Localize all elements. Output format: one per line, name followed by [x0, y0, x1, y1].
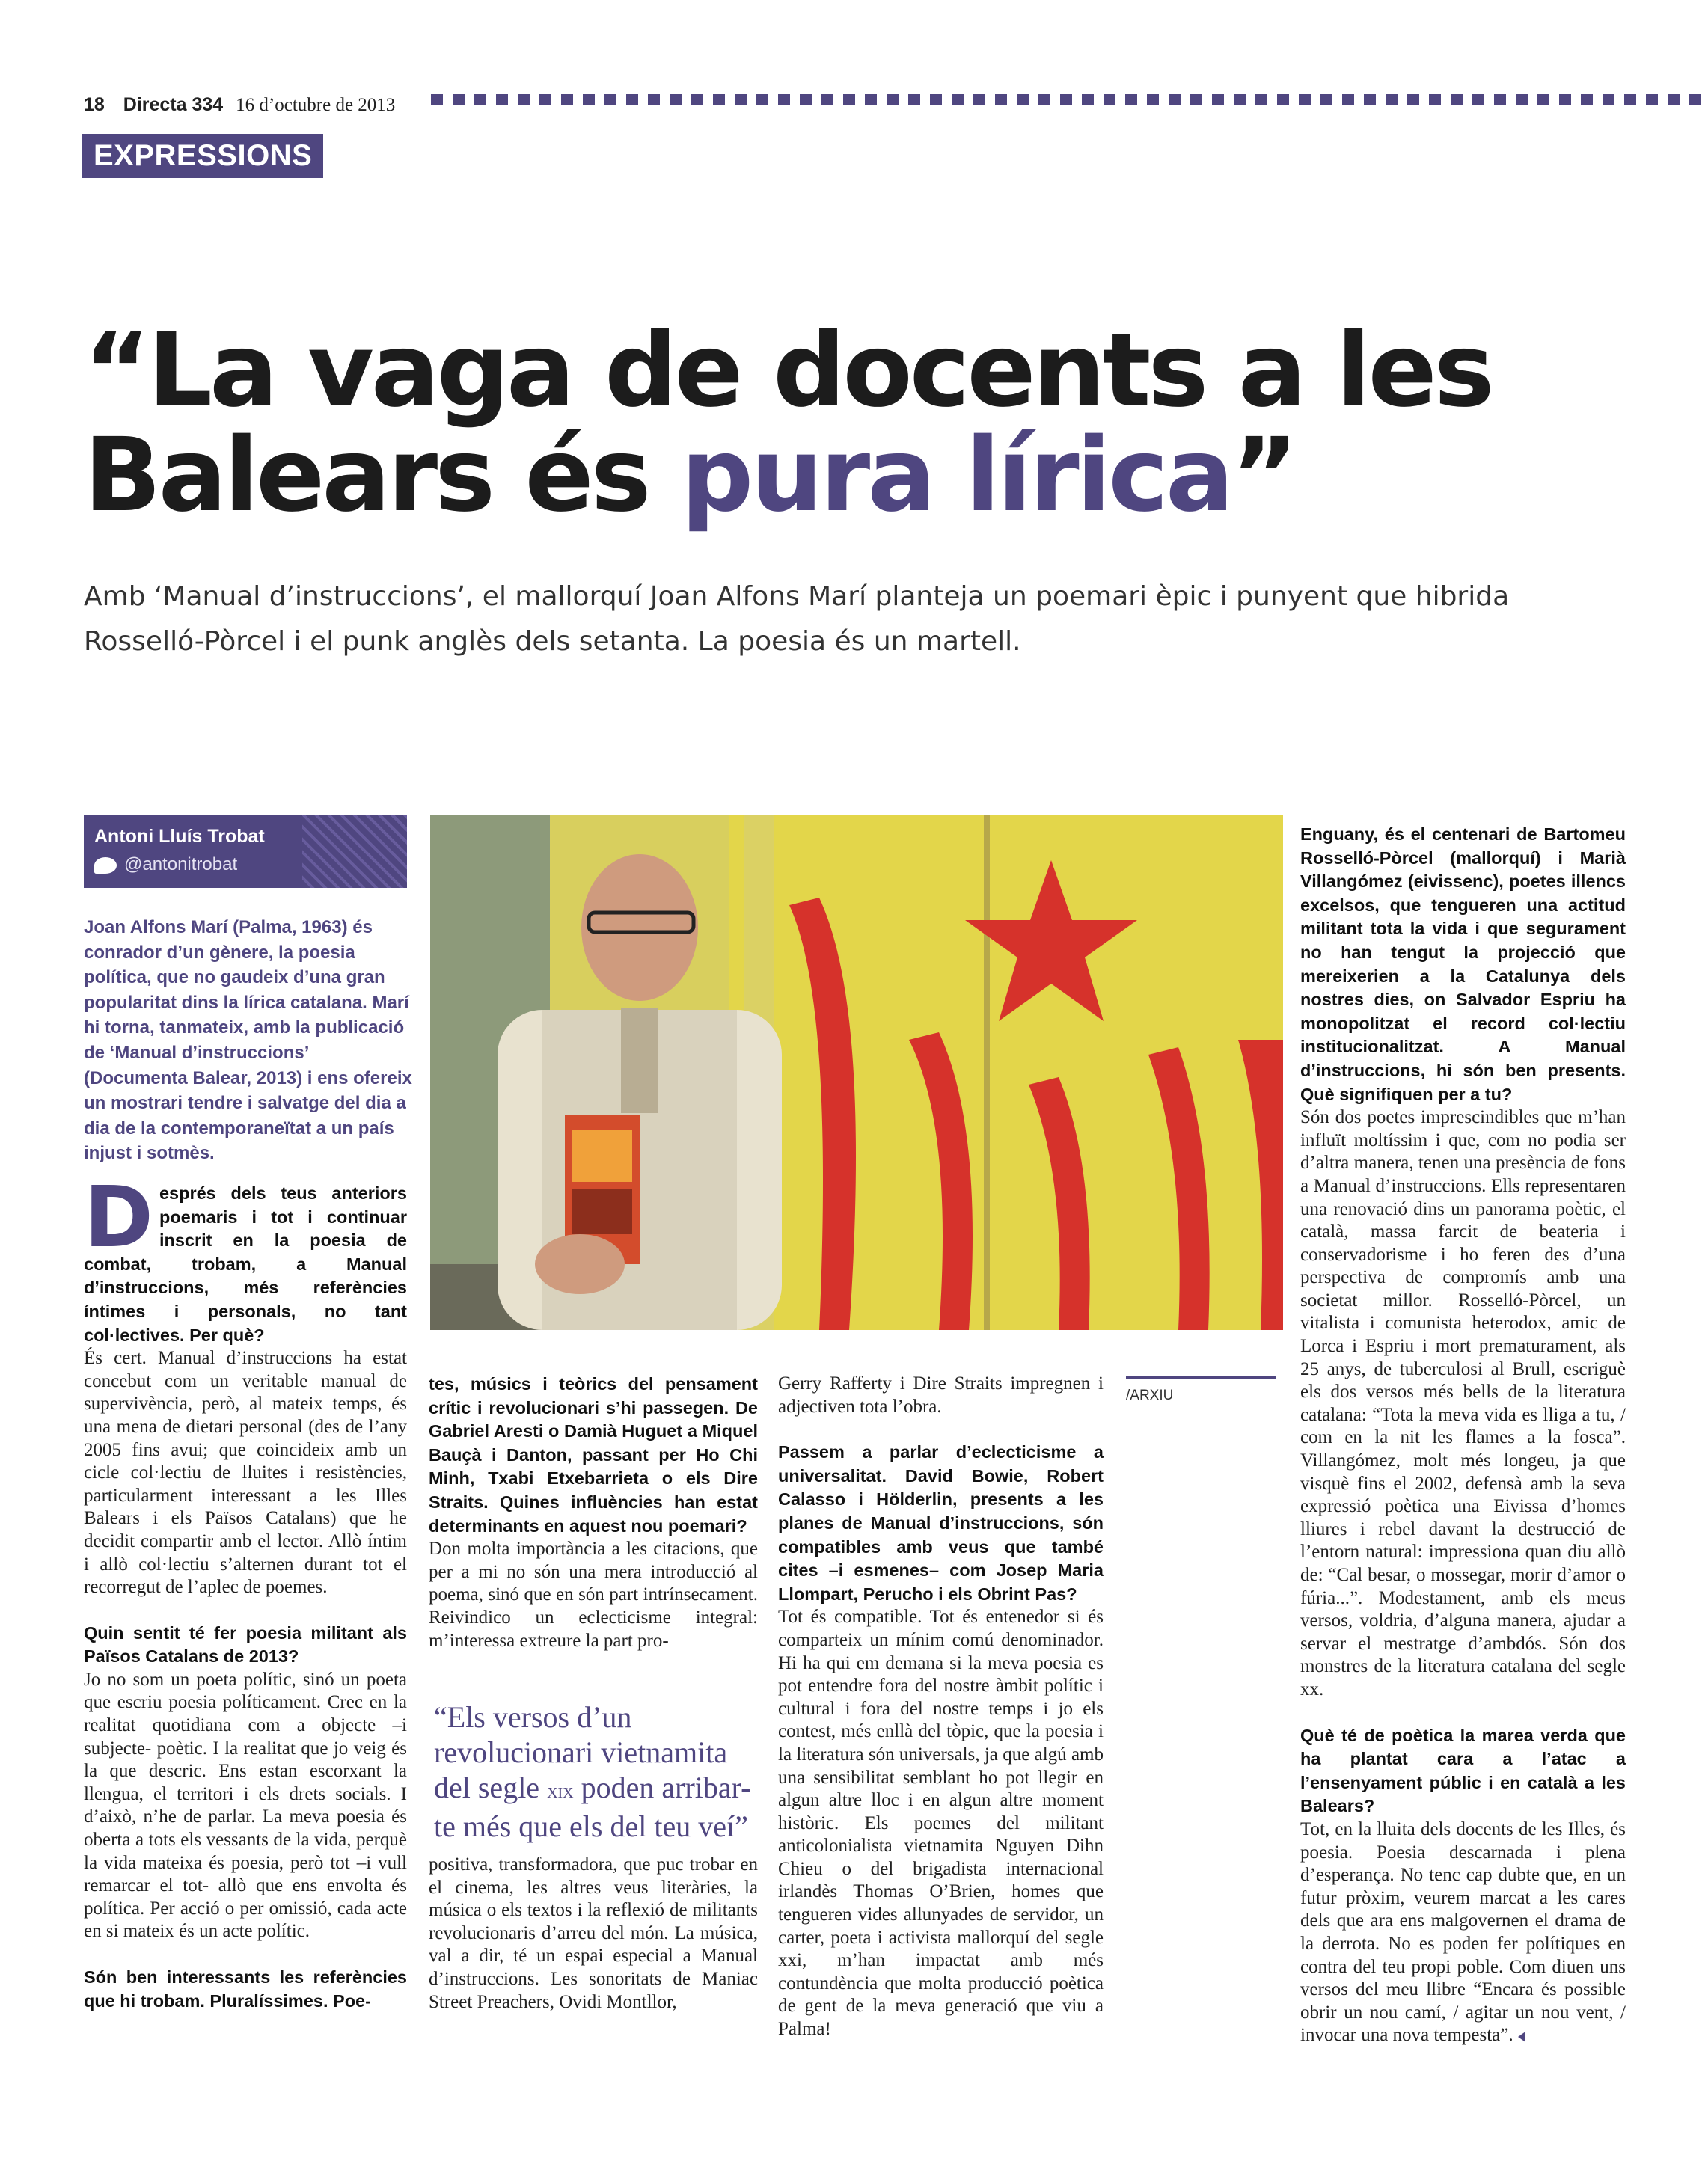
pull-quote-text: “Els versos d’un revolucionari vietnamita del segle [434, 1700, 728, 1804]
headline-line-2 [84, 417, 1692, 535]
standfirst [84, 574, 1580, 664]
question-1: esprés dels teus anteriors poemaris i tot i continuar inscrit en la poesia de combat, trobam, a Manual d’instruccions, més referències íntimes i personals, no tant col·lectives. Per què? [84, 1183, 407, 1345]
question-6: Què té de poètica la marea verda que ha plantat cara a l’atac a l’ensenyament públic i en català a les Balears? [1300, 1725, 1626, 1816]
article-photo [430, 815, 1283, 1330]
question-4: Passem a parlar d’eclecticisme a universalitat. David Bowie, Robert Calasso i Hölderlin, presents a les planes de Manual d’instruccions, són compatibles amb veus que també cites –i esmenes– com Josep Maria Llompart, Perucho i els Obrint Pas? [778, 1442, 1104, 1604]
question-2: Quin sentit té fer poesia militant als Països Catalans de 2013? [84, 1622, 407, 1667]
headline-line-1: “La vaga de docents a les [84, 312, 1492, 430]
column-1 [84, 1169, 407, 2035]
section-label: EXPRESSIONS [82, 134, 323, 178]
pull-quote [434, 1700, 763, 1844]
pull-quote-text-end: poden arribar-te més que els del teu veí” [434, 1771, 751, 1843]
standfirst-line-1: Amb ‘Manual d’instruccions’, el mallorquí Joan Alfons Marí planteja un poemari èpic i punyent que hibrida [84, 581, 1510, 612]
photo-illustration [430, 815, 1283, 1330]
twitter-bird-icon [94, 857, 117, 874]
headline-highlight: pura lírica [680, 417, 1231, 535]
question-5: Enguany, és el centenari de Bartomeu Rosselló-Pòrcel (mallorquí) i Marià Villangómez (eivissenc), poetes illencs excelsos, que tengueren una actitud militant tota la vida i que segurament no han tengut la projecció que mereixerien a la Catalunya dels nostres dies, on Salvador Espriu ha monopolitzat el record col·lectiu institucionalitzat. A Manual d’instruccions, hi són ben presents. Què signifiquen per a tu? [1300, 824, 1626, 1104]
photo-credit: /ARXIU [1126, 1376, 1276, 1404]
answer-3-end: Gerry Rafferty i Dire Straits impregnen i adjectiven tota l’obra. [778, 1373, 1104, 1417]
answer-2: Jo no som un poeta polític, sinó un poeta que escriu poesia políticament. Crec en la realitat quotidiana com a objecte –i subjecte- poètic. I la realitat que jo veig és la que descric. Ens estan escorxant la llengua, el territori i els drets socials. I d’això, n’he de parlar. La meva poesia és oberta a tots els vessants de la vida, perquè la vida mateixa és poesia, però tot –i vull remarcar el tot- allò que ens envolta és política. Per acció o per omissió, cada acte en si mateix és un acte polític. [84, 1669, 407, 1942]
pull-quote-century: xix [547, 1779, 574, 1803]
answer-5: Són dos poetes imprescindibles que m’han influït moltíssim i que, com no podia ser d’altra manera, tenen una presència de fons a Manual d’instruccions. Ells representaren una renovació dins un panorama poètic, el català, massa farcit de beateria i conservadorisme i ho feren des d’una perspectiva de compromís amb una societat millor. Rosselló-Pòrcel, un vitalista i comunista heterodox, amic de Lorca i Espriu i mort prematurament, als 25 anys, de tuberculosi al Brull, escriguè els dos versos més bells de la literatura catalana: “Tota la meva vida es lliga a tu, / com en la nit les flames a la fosca”. Villangómez, molt més longeu, ja que visquè fins el 2002, defensà amb la seva expressió poètica una Eivissa d’homes lliures i rebel davant la destrucció de l’entorn natural: impressiona quan diu allò de: “Cal besar, o mossegar, morir d’amor o fúria...”. Modestament, amb els meus versos, voldria, d’alguna manera, ajudar a servar el mestratge d’ambdós. Són dos monstres de la literatura catalana del segle xx. [1300, 1107, 1626, 1700]
twitter-handle-text: @antonitrobat [124, 854, 238, 874]
answer-3-continued: positiva, transformadora, que puc trobar en el cinema, les altres veus literàries, la música o els textos i la reflexió de militants revolucionaris d’arreu del món. La música, val a dir, té un espai especial a Manual d’instruccions. Les sonoritats de Maniac Street Preachers, Ovidi Montllor, [429, 1854, 758, 2012]
column-3 [778, 1373, 1104, 2064]
author-name: Antoni Lluís Trobat [94, 826, 265, 847]
question-3-continued: tes, músics i teòrics del pensament crític i revolucionari s’hi passegen. De Gabriel Aresti o Damià Huguet a Miquel Bauçà i Danton, passant per Ho Chi Minh, Txabi Etxebarrieta o els Dire Straits. Quines influències han estat determinants en aquest nou poemari? [429, 1374, 758, 1536]
end-mark-icon [1518, 2032, 1525, 2042]
standfirst-line-2: Rosselló-Pòrcel i el punk anglès dels setanta. La poesia és un martell. [84, 626, 1021, 657]
column-2 [429, 1373, 758, 1675]
answer-4: Tot és compatible. Tot és entenedor si és comparteix un mínim comú denominador. Hi ha qui em demana si la meva poesia es pot entendre fora del nostre àmbit polític i cultural i fora del nostre temps i jo els contest, més enllà del tòpic, que la poesia i la literatura són universals, ja que algú amb una sensibilitat semblant ho pot llegir en algun altre lloc i en algun altre moment històric. Els poemes del militant anticolonialista vietnamita Nguyen Dihn Chieu o del brigadista internacional irlandès Thomas O’Brien, homes que tengueren vides allunyades de servidor, un carter, poeta i activista mallorquí del segle xxi, m’han impactat amb més contundència que molta producció poètica de gent de la meva generació que viu a Palma! [778, 1607, 1104, 2040]
answer-1: És cert. Manual d’instruccions ha estat concebut com un veritable manual de supervivència, però, al mateix temps, és una mena de dietari personal (des de l’any 2005 fins avui; que coincideix amb un cicle col·lectiu de lluites i resistències, particularment interessant a les Illes Balears i els Països Catalans) que he decidit compartir amb el lector. Allò íntim i allò col·lectiu s’alternen durant tot el recorregut de l’aplec de poemes. [84, 1348, 407, 1598]
page-number: 18 [84, 94, 105, 115]
dotted-rule [431, 94, 1707, 105]
drop-cap: D [84, 1169, 153, 1266]
question-3: Són ben interessants les referències que hi trobam. Pluralíssimes. Poe- [84, 1967, 407, 2011]
answer-6: Tot, en la lluita dels docents de les Illes, és poesia. Poesia descarnada i plena d’esperança. No tenc cap dubte que, en un futur pròxim, veurem marcat a les cares dels que ara ens malgovernen el drama de la derrota. No es poden fer polítiques en contra del teu propi poble. Com diuen uns versos del meu llibre “Encara és possible obrir un nou camí, / agitar un nou vent, / invocar una nova tempesta”. [1300, 1818, 1626, 2046]
answer-3: Don molta importància a les citacions, que per a mi no són una mera introducció al poema, sinó que en són part intrínsecament. Reivindico un eclecticisme integral: m’interessa extreure la part pro- [429, 1539, 758, 1651]
column-2-lower [429, 1854, 758, 2036]
folio [84, 94, 395, 116]
byline-box [84, 815, 407, 888]
headline-close-quote: ” [1231, 417, 1296, 535]
twitter-handle[interactable] [94, 854, 237, 875]
issue-date: 16 d’octubre de 2013 [236, 95, 396, 115]
headline-text: Balears és [84, 417, 681, 535]
magazine-name: Directa 334 [123, 94, 224, 115]
chevron-pattern [302, 815, 407, 888]
headline [84, 312, 1692, 535]
intro-paragraph: Joan Alfons Marí (Palma, 1963) és conrador d’un gènere, la poesia política, que no gaudeix d’una gran popularitat dins la lírica catalana. Marí hi torna, tanmateix, amb la publicació de ‘Manual d’instruccions’ (Documenta Balear, 2013) i ens ofereix un mostrari tendre i salvatge del dia a dia de la contemporaneïtat a un país injust i sotmès. [84, 917, 412, 1164]
column-4 [1300, 823, 1626, 2070]
